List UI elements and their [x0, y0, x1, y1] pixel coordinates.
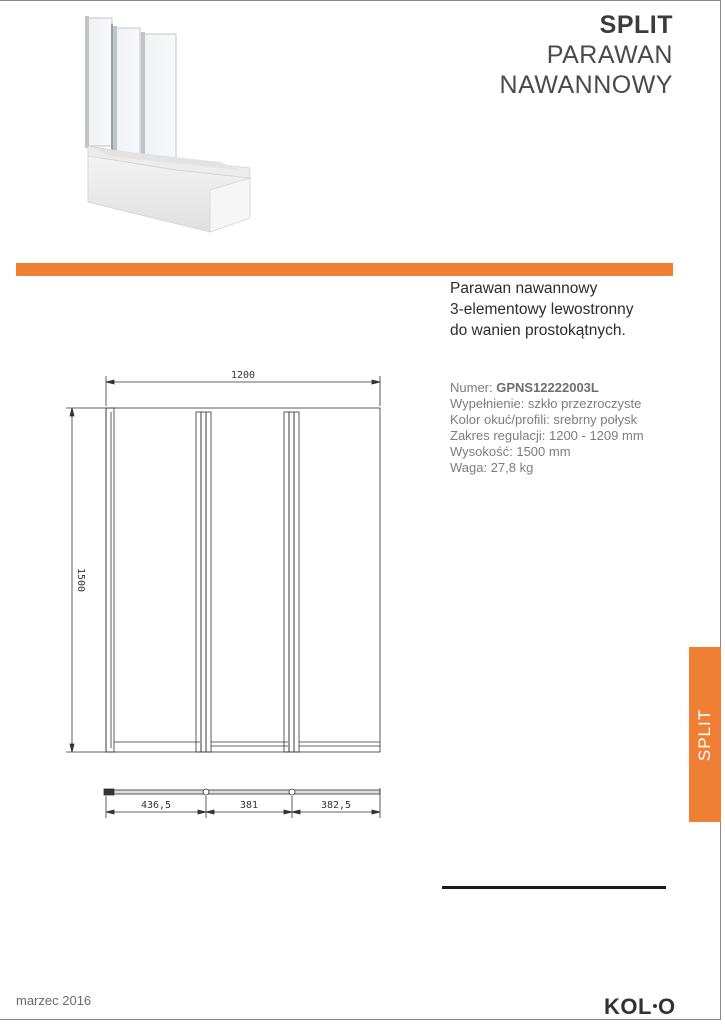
spec-adjustment: Zakres regulacji: 1200 - 1209 mm — [450, 428, 644, 443]
product-description — [450, 278, 634, 341]
brand-logo — [604, 994, 676, 1020]
divider-line — [442, 886, 666, 889]
logo-text-part2: L — [638, 994, 652, 1019]
title-block — [500, 10, 673, 100]
description-line: do wanien prostokątnych. — [450, 322, 626, 339]
spec-fill: Wypełnienie: szkło przezroczyste — [450, 396, 642, 411]
product-photo — [80, 10, 255, 235]
spec-height: Wysokość: 1500 mm — [450, 444, 571, 459]
accent-bar — [16, 263, 673, 276]
dimension-height: 1500 — [75, 567, 86, 593]
product-subtitle-line1: PARAWAN — [546, 41, 673, 69]
spec-list — [450, 380, 644, 476]
side-tab-label-wrap — [689, 647, 721, 822]
logo-dot — [653, 1004, 657, 1008]
dimension-panel2: 381 — [239, 800, 259, 811]
logo-text-part1: KO — [604, 994, 638, 1019]
description-line: 3-elementowy lewostronny — [450, 301, 634, 318]
dimension-panel3: 382,5 — [320, 800, 352, 811]
publication-date: marzec 2016 — [16, 993, 92, 1008]
dimension-width: 1200 — [230, 370, 256, 381]
logo-text-part3: O — [657, 994, 676, 1019]
side-tab-label: SPLIT — [695, 708, 714, 761]
spec-weight: Waga: 27,8 kg — [450, 460, 534, 475]
technical-drawing — [60, 360, 400, 830]
spec-number-label: Numer: — [450, 380, 497, 395]
spec-number — [450, 380, 644, 396]
spec-fittings: Kolor okuć/profili: srebrny połysk — [450, 412, 638, 427]
product-title: SPLIT — [599, 11, 673, 39]
description-line: Parawan nawannowy — [450, 280, 598, 297]
product-subtitle-line2: NAWANNOWY — [499, 71, 673, 99]
dimension-panel1: 436,5 — [140, 800, 172, 811]
spec-number-value: GPNS12222003L — [496, 380, 599, 395]
